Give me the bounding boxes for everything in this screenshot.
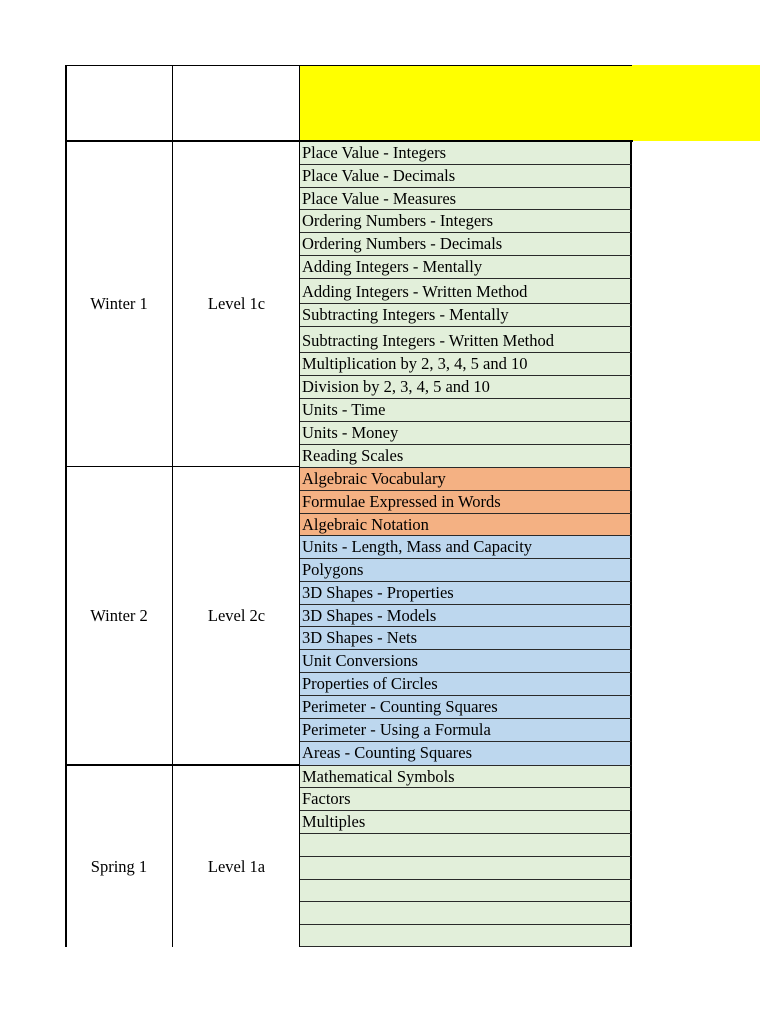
topic-row[interactable]	[300, 559, 632, 582]
topic-label: 3D Shapes - Models	[302, 606, 437, 625]
topic-row[interactable]	[300, 673, 632, 696]
topic-label: Subtracting Integers - Mentally	[302, 305, 509, 324]
topic-label	[302, 902, 630, 903]
topic-label: Units - Money	[302, 423, 399, 442]
grid-line-left	[65, 65, 67, 947]
topic-row[interactable]	[300, 210, 632, 233]
topic-row[interactable]	[300, 142, 632, 165]
topic-label: Properties of Circles	[302, 674, 438, 693]
topic-label: Formulae Expressed in Words	[302, 492, 501, 511]
topic-row[interactable]	[300, 514, 632, 536]
topic-row[interactable]	[300, 811, 632, 834]
topic-row[interactable]	[300, 719, 632, 742]
topic-row[interactable]	[300, 696, 632, 719]
topic-label: Reading Scales	[302, 446, 404, 465]
topic-row[interactable]	[300, 536, 632, 559]
topic-row[interactable]	[300, 650, 632, 673]
topic-label: Ordering Numbers - Decimals	[302, 234, 503, 253]
term-label-winter-2: Winter 2	[90, 606, 148, 625]
topic-row[interactable]	[300, 445, 632, 468]
grid-line-term-level	[172, 65, 173, 947]
topic-label	[302, 834, 630, 835]
topic-row[interactable]	[300, 256, 632, 279]
header-topic-border	[300, 65, 632, 66]
topic-label: Adding Integers - Written Method	[302, 282, 528, 301]
topic-row[interactable]	[300, 422, 632, 445]
topic-row[interactable]	[300, 766, 632, 788]
term-label-spring-1: Spring 1	[90, 857, 148, 876]
topic-row[interactable]	[300, 582, 632, 605]
topic-row[interactable]	[300, 857, 632, 880]
topic-label: Multiplication by 2, 3, 4, 5 and 10	[302, 354, 528, 373]
topic-label: Mathematical Symbols	[302, 767, 455, 786]
block-separator-2	[65, 764, 300, 766]
topic-label: Place Value - Decimals	[302, 166, 456, 185]
topic-label: Factors	[302, 789, 351, 808]
term-label-winter-1: Winter 1	[90, 294, 148, 313]
level-label-spring-1: Level 1a	[207, 857, 266, 876]
topic-label: Algebraic Vocabulary	[302, 469, 446, 488]
header-term-cell[interactable]	[65, 65, 173, 141]
topic-label: Areas - Counting Squares	[302, 743, 473, 762]
topic-row[interactable]	[300, 233, 632, 256]
topic-row[interactable]	[300, 188, 632, 210]
topic-label: Polygons	[302, 560, 364, 579]
header-level-cell[interactable]	[173, 65, 300, 141]
topic-row[interactable]	[300, 399, 632, 422]
topic-label: Perimeter - Using a Formula	[302, 720, 491, 739]
topic-row[interactable]	[300, 279, 632, 304]
topic-row[interactable]	[300, 742, 632, 766]
topic-label: Units - Time	[302, 400, 386, 419]
block-separator-1	[65, 466, 300, 467]
topic-label	[302, 880, 630, 881]
topic-row[interactable]	[300, 925, 632, 947]
level-label-winter-2: Level 2c	[207, 606, 266, 625]
topic-row[interactable]	[300, 327, 632, 353]
topic-label: Units - Length, Mass and Capacity	[302, 537, 533, 556]
header-topic-cell-highlight[interactable]	[300, 65, 760, 141]
topic-row[interactable]	[300, 834, 632, 857]
topic-row[interactable]	[300, 605, 632, 627]
topic-label: Place Value - Integers	[302, 143, 447, 162]
topic-row[interactable]	[300, 376, 632, 399]
topic-label: Subtracting Integers - Written Method	[302, 331, 554, 350]
topic-label: Ordering Numbers - Integers	[302, 211, 494, 230]
topic-label: Perimeter - Counting Squares	[302, 697, 498, 716]
topic-row[interactable]	[300, 468, 632, 491]
topic-label	[302, 857, 630, 858]
topic-label: Unit Conversions	[302, 651, 418, 670]
topic-row[interactable]	[300, 902, 632, 925]
level-label-winter-1: Level 1c	[207, 294, 266, 313]
topic-row[interactable]	[300, 627, 632, 650]
topic-row[interactable]	[300, 880, 632, 902]
topic-label: 3D Shapes - Properties	[302, 583, 454, 602]
topic-label	[302, 925, 630, 926]
topic-row[interactable]	[300, 165, 632, 188]
topic-label: Place Value - Measures	[302, 189, 457, 208]
topic-row[interactable]	[300, 353, 632, 376]
topic-label: Division by 2, 3, 4, 5 and 10	[302, 377, 490, 396]
topic-label: Algebraic Notation	[302, 515, 429, 534]
topic-row[interactable]	[300, 788, 632, 811]
topic-row[interactable]	[300, 304, 632, 327]
topic-row[interactable]	[300, 491, 632, 514]
topic-label: Adding Integers - Mentally	[302, 257, 483, 276]
topic-label: 3D Shapes - Nets	[302, 628, 418, 647]
topic-label: Multiples	[302, 812, 366, 831]
